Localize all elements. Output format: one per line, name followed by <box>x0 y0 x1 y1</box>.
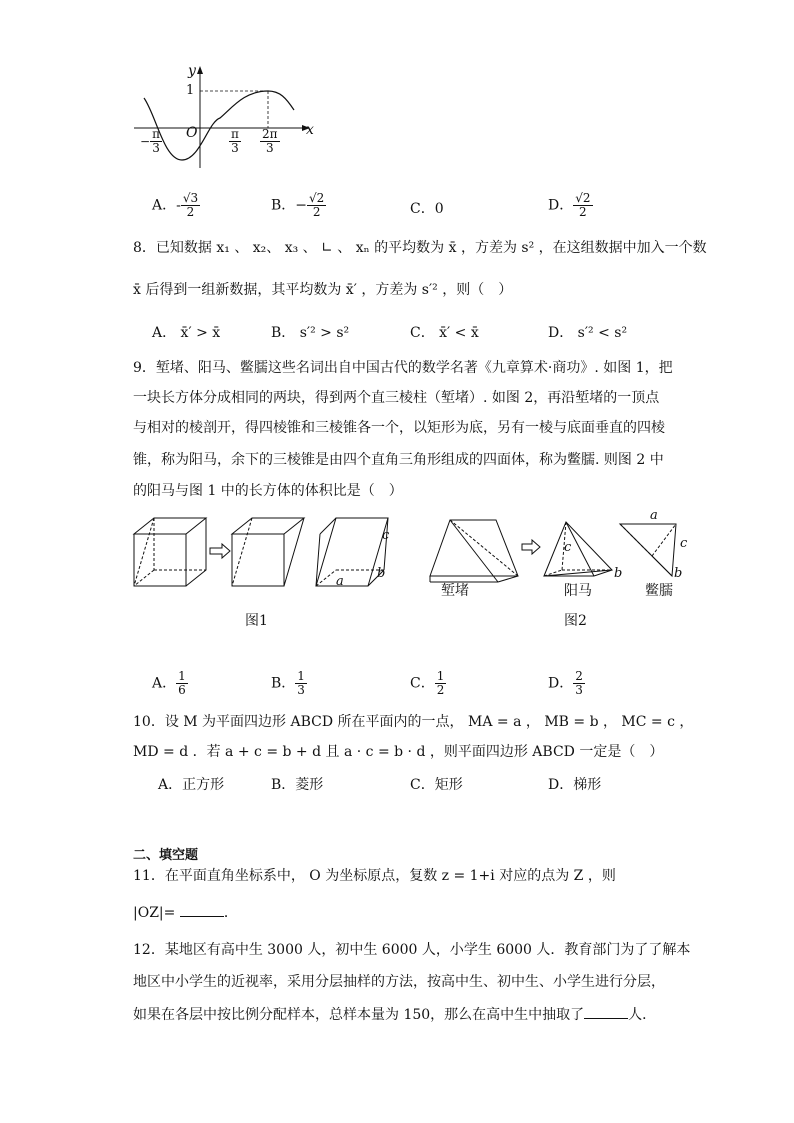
graph-tick-pos: $\frac{\pi}{3}$ <box>231 127 239 155</box>
q9-line2: 一块长方体分成相同的两块，得到两个直三棱柱（堑堵）. 如图 2，再沿堑堵的一顶点 <box>133 390 660 406</box>
q10-line1: 10．设 M 为平面四边形 ABCD 所在平面内的一点， MA = a ， MB = b ， MC = c ， <box>133 714 694 730</box>
graph-tick-neg: − $\frac{\pi}{3}$ <box>140 127 160 155</box>
q7-option-b[interactable]: B．− $\frac{√2}{2}$ <box>271 191 325 219</box>
fig2-yangma-c: c <box>564 540 572 555</box>
q12-answer-blank[interactable] <box>584 1004 628 1019</box>
q9-line5: 的阳马与图 1 中的长方体的体积比是（ ） <box>133 483 403 499</box>
q9-option-c[interactable]: C． $\frac{1}{2}$ <box>410 669 445 697</box>
graph-origin: O <box>186 125 198 141</box>
figure1 <box>130 512 400 592</box>
q10-line2: MD = d ．若 a + c = b + d 且 a · c = b · d ，则平面四边形 ABCD 一定是（ ） <box>133 744 664 760</box>
q8-option-c[interactable]: C． x̄′ < x̄ <box>410 325 479 341</box>
q12-line3: 如果在各层中按比例分配样本，总样本量为 150，那么在高中生中抽取了 人． <box>133 1004 656 1025</box>
q11-answer-blank[interactable] <box>180 902 224 917</box>
q9-line3: 与相对的棱剖开，得四棱锥和三棱锥各一个，以矩形为底，另有一棱与底面垂直的四棱 <box>133 420 665 436</box>
q11-line2: |OZ|= ． <box>133 902 238 923</box>
fig1-label-a: a <box>336 574 344 589</box>
graph-one: 1 <box>186 83 195 98</box>
fig2-yangma-b: b <box>614 566 623 581</box>
fig2-bienao-c: c <box>680 536 688 551</box>
q10-option-a[interactable]: A．正方形 <box>158 777 225 793</box>
q9-option-a[interactable]: A． $\frac{1}{6}$ <box>152 669 186 697</box>
graph-tick-2: $\frac{2\pi}{3}$ <box>262 127 278 155</box>
q7-option-c[interactable]: C．0 <box>410 201 444 217</box>
graph-y-label: y <box>188 63 196 79</box>
q12-line2: 地区中小学生的近视率，采用分层抽样的方法，按高中生、初中生、小学生进行分层， <box>133 974 665 990</box>
label-bienao: 鳖臑 <box>645 583 673 599</box>
q10-option-d[interactable]: D．梯形 <box>548 777 602 793</box>
graph-x-label: x <box>306 122 314 138</box>
fig1-label-c: c <box>382 528 390 543</box>
q8-option-d[interactable]: D． s′² < s² <box>548 325 628 341</box>
fig2-bienao-b: b <box>674 566 683 581</box>
fig2-caption: 图2 <box>564 613 587 629</box>
q8-line1: 8．已知数据 x₁ 、 x₂、 x₃ 、 ∟ 、 xₙ 的平均数为 x̄ ，方差为 s² ，在这组数据中加入一个数 <box>133 240 707 256</box>
q10-option-c[interactable]: C．矩形 <box>410 777 463 793</box>
label-yangma: 阳马 <box>564 583 592 599</box>
label-qiandu: 堑堵 <box>441 583 469 599</box>
q8-line2: x̄ 后得到一组新数据，其平均数为 x̄′ ，方差为 s′² ，则（ ） <box>133 282 513 298</box>
q9-option-d[interactable]: D． $\frac{2}{3}$ <box>548 669 583 697</box>
q11-line1: 11．在平面直角坐标系中， O 为坐标原点，复数 z = 1+i 对应的点为 Z ，则 <box>133 868 616 884</box>
q9-option-b[interactable]: B． $\frac{1}{3}$ <box>271 669 305 697</box>
q12-line1: 12．某地区有高中生 3000 人，初中生 6000 人，小学生 6000 人．教育部门为了了解本 <box>133 942 691 958</box>
q9-line1: 9．堑堵、阳马、鳖臑这些名词出自中国古代的数学名著《九章算术·商功》. 如图 1，把 <box>133 360 673 376</box>
q10-option-b[interactable]: B．菱形 <box>271 777 324 793</box>
q8-option-a[interactable]: A． x̄′ > x̄ <box>152 325 221 341</box>
q7-option-a[interactable]: A．- $\frac{√3}{2}$ <box>152 191 199 219</box>
q8-option-b[interactable]: B． s′² > s² <box>271 325 350 341</box>
fig1-caption: 图1 <box>245 613 268 629</box>
fig1-label-b: b <box>377 566 386 581</box>
fig2-bienao-a: a <box>650 508 658 523</box>
q7-option-d[interactable]: D． $\frac{√2}{2}$ <box>548 191 591 219</box>
q9-line4: 锥，称为阳马，余下的三棱锥是由四个直角三角形组成的四面体，称为鳖臑. 则图 2 中 <box>133 452 664 468</box>
section-heading-fill-blank: 二、填空题 <box>133 848 199 863</box>
